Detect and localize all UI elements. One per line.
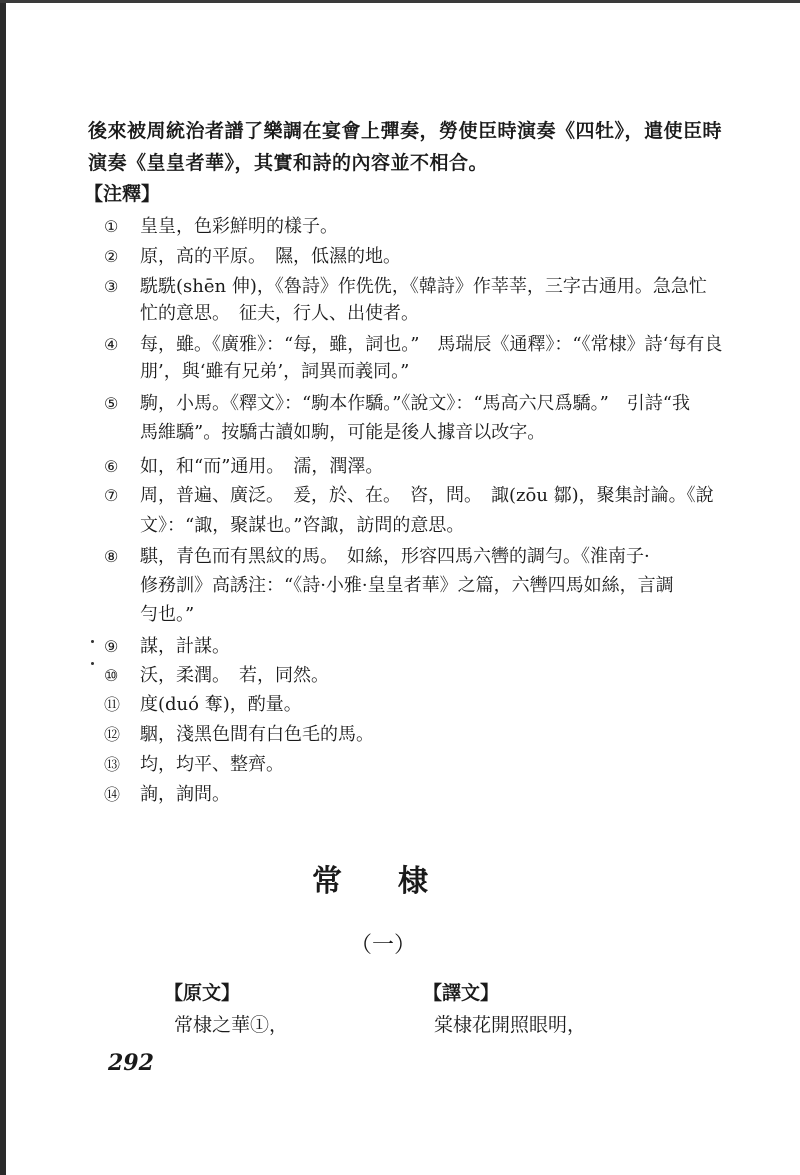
scan-left-edge (0, 0, 6, 1175)
note-text: 周，普遍、廣泛。 爰，於、在。 咨，問。 諏(zōu 鄒)，聚集討論。《說 (140, 485, 714, 506)
note-number: ⑨ (104, 637, 119, 656)
note-text: 沃，柔潤。 若，同然。 (140, 665, 329, 686)
note-number: ⑩ (104, 666, 119, 685)
note-number: ⑤ (104, 394, 119, 413)
intro-line-1: 後來被周統治者譜了樂調在宴會上彈奏，勞使臣時演奏《四牡》，遣使臣時 (88, 120, 723, 142)
note-text-continued: 勻也。” (140, 604, 195, 625)
note-text-continued: 忙的意思。 征夫，行人、出使者。 (140, 303, 419, 324)
note-number: ⑦ (104, 486, 119, 505)
original-line: 常棣之華①， (174, 1014, 289, 1036)
note-text: 謀，計謀。 (140, 636, 230, 657)
note-text-continued: 文》：“諏，聚謀也。”咨諏，訪問的意思。 (140, 515, 465, 536)
note-number: ⑥ (104, 457, 119, 476)
note-text-continued: 馬維驕”。按驕古讀如駒，可能是後人據音以改字。 (140, 422, 546, 443)
note-text: 騏，青色而有黑紋的馬。 如絲，形容四馬六轡的調勻。《淮南子· (140, 546, 650, 567)
note-item (104, 242, 401, 268)
note-text: 駪駪(shēn 伸)，《魯詩》作侁侁，《韓詩》作莘莘，三字古通用。急急忙 (140, 276, 707, 297)
note-item (104, 542, 650, 568)
note-item (104, 632, 230, 658)
note-text: 度(duó 奪)，酌量。 (140, 694, 302, 715)
note-item (104, 661, 329, 687)
note-item (104, 272, 707, 298)
poem-title: 常棣 (312, 864, 484, 899)
note-number: ⑬ (104, 755, 121, 774)
note-item (104, 452, 383, 478)
note-item (104, 212, 338, 238)
note-text: 駒，小馬。《釋文》：“駒本作驕。”《說文》：“馬高六尺爲驕。” 引詩“我 (140, 393, 691, 414)
page-number: 292 (108, 1050, 154, 1076)
intro-line-2: 演奏《皇皇者華》，其實和詩的內容並不相合。 (88, 152, 489, 174)
chapter-number: （一） (350, 933, 417, 958)
note-number: ⑭ (104, 785, 121, 804)
note-number: ① (104, 217, 119, 236)
note-item (104, 330, 722, 356)
note-text: 均，均平、整齊。 (140, 754, 284, 775)
note-text: 原，高的平原。 隰，低濕的地。 (140, 246, 401, 267)
notes-heading: 【注釋】 (84, 183, 161, 205)
note-item (104, 750, 284, 776)
note-text-continued: 修務訓》高誘注：“《詩·小雅·皇皇者華》之篇，六轡四馬如絲，言調 (140, 575, 674, 596)
note-item (104, 720, 374, 746)
note-text: 駰，淺黑色間有白色毛的馬。 (140, 724, 374, 745)
translation-heading: 【譯文】 (423, 982, 500, 1004)
note-text: 如，和“而”通用。 濡，潤澤。 (140, 456, 384, 477)
note-text: 皇皇，色彩鮮明的樣子。 (140, 216, 338, 237)
note-number: ④ (104, 335, 119, 354)
note-number: ⑧ (104, 547, 119, 566)
note-text-continued: 朋’，與‘雖有兄弟’，詞異而義同。” (140, 361, 410, 382)
note-number: ② (104, 247, 119, 266)
note-number: ⑫ (104, 725, 121, 744)
scan-speck (91, 640, 94, 643)
note-item (104, 780, 230, 806)
translation-line: 棠棣花開照眼明， (434, 1014, 587, 1036)
note-text: 每，雖。《廣雅》：“每，雖，詞也。” 馬瑞辰《通釋》：“《常棣》詩‘每有良 (140, 334, 723, 355)
note-item (104, 690, 302, 716)
note-item (104, 481, 714, 507)
original-text-heading: 【原文】 (164, 982, 241, 1004)
scan-speck (91, 662, 94, 665)
note-number: ⑪ (104, 695, 121, 714)
scan-top-edge (0, 0, 800, 3)
note-text: 詢，詢問。 (140, 784, 230, 805)
note-item (104, 389, 690, 415)
note-number: ③ (104, 277, 119, 296)
